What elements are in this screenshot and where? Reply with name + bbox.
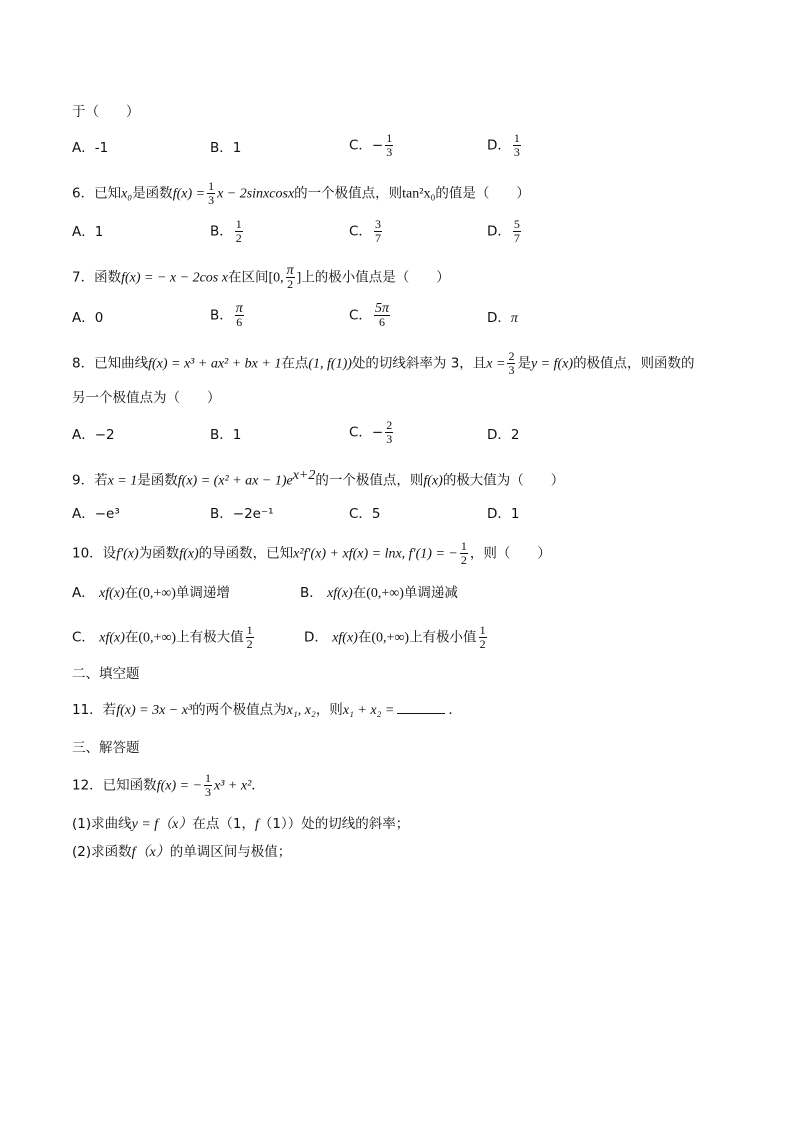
q5-option-c: C．− $\frac{1}{3}$	[349, 131, 393, 159]
q8-stem-line2: 另一个极值点为（ ）	[72, 390, 221, 406]
q5-option-d: D． $\frac{1}{3}$	[487, 131, 520, 159]
q10-option-c: C． xf(x)在(0,+∞)上有极大值 $\frac{1}{2}$	[72, 623, 253, 651]
q9-stem: 9．若x = 1是函数f(x) = (x² + ax − $1)e^{x+2}$的一个极值点，则f(x)的极大值为（ ）	[72, 468, 565, 489]
q8-option-b: B．1	[210, 427, 242, 443]
q5-tail: 于（ ）	[72, 104, 140, 120]
q5-option-a: A．-1	[72, 140, 109, 156]
q5-fraction-c: $\frac{1}{3}$	[386, 131, 393, 159]
q12-part-1: (1)求曲线y = f（x）在点（1，f（1））处的切线的斜率；	[72, 816, 410, 832]
q7-option-a: A．0	[72, 310, 104, 326]
q9-option-d: D．1	[487, 506, 520, 522]
q10-option-a: A． xf(x)在(0,+∞)单调递增	[72, 585, 230, 601]
q12-part-2: (2)求函数f（x）的单调区间与极值；	[72, 844, 292, 860]
q8-option-d: D．2	[487, 427, 520, 443]
section-answer-heading: 三、解答题	[72, 740, 140, 756]
q6-option-c: C． $\frac{3}{7}$	[349, 217, 381, 245]
q8-stem: 8．已知曲线f(x) = x³ + ax² + bx + 1在点(1, f(1))处的切线斜率为 3，且x = $\frac{2}{3}$ 是y = f(x)的极值点，则函数的	[72, 349, 695, 377]
q9-option-a: A．−e³	[72, 506, 120, 522]
q12-stem: 12．已知函数f(x) = − $\frac{1}{3}$ x³ + x²．	[72, 771, 265, 799]
q9-option-b: B．−2e⁻¹	[210, 506, 274, 522]
q6-stem: 6．已知x₀是函数f(x) = $\frac{1}{3}$ x − 2sinxcosx的一个极值点，则tan²x₀的值是（ ）	[72, 179, 530, 207]
q6-option-a: A．1	[72, 224, 104, 240]
q11-stem: 11．若f(x) = 3x − x³的两个极值点为x₁, x₂，则x₁ + x₂ = ．	[72, 702, 462, 718]
q7-stem: 7．函数f(x) = − x − 2cos x在区间[0, $\frac{\pi}{2}$ ]上的极小值点是（ ）	[72, 263, 450, 291]
q5-option-b: B．1	[210, 140, 242, 156]
q8-option-a: A．−2	[72, 427, 115, 443]
section-fill-in-heading: 二、填空题	[72, 666, 140, 682]
q10-option-d: D． xf(x)在(0,+∞)上有极小值 $\frac{1}{2}$	[304, 623, 486, 651]
q7-option-d: D．π	[487, 310, 518, 326]
q8-option-c: C．− $\frac{2}{3}$	[349, 418, 393, 446]
q7-option-c: C． $\frac{5\pi}{6}$	[349, 301, 389, 329]
q6-option-d: D． $\frac{5}{7}$	[487, 217, 520, 245]
q5-fraction-d: $\frac{1}{3}$	[513, 131, 520, 159]
q9-option-c: C．5	[349, 506, 381, 522]
q10-option-b: B． xf(x)在(0,+∞)单调递减	[300, 585, 458, 601]
q10-stem: 10．设f′(x)为函数f(x)的导函数，已知x²f′(x) + xf(x) = lnx, f′(1) = − $\frac{1}{2}$ ，则（ ）	[72, 539, 551, 567]
q6-option-b: B． $\frac{1}{2}$	[210, 217, 242, 245]
q11-answer-blank[interactable]	[397, 701, 445, 714]
q7-option-b: B． $\frac{\pi}{6}$	[210, 301, 243, 329]
